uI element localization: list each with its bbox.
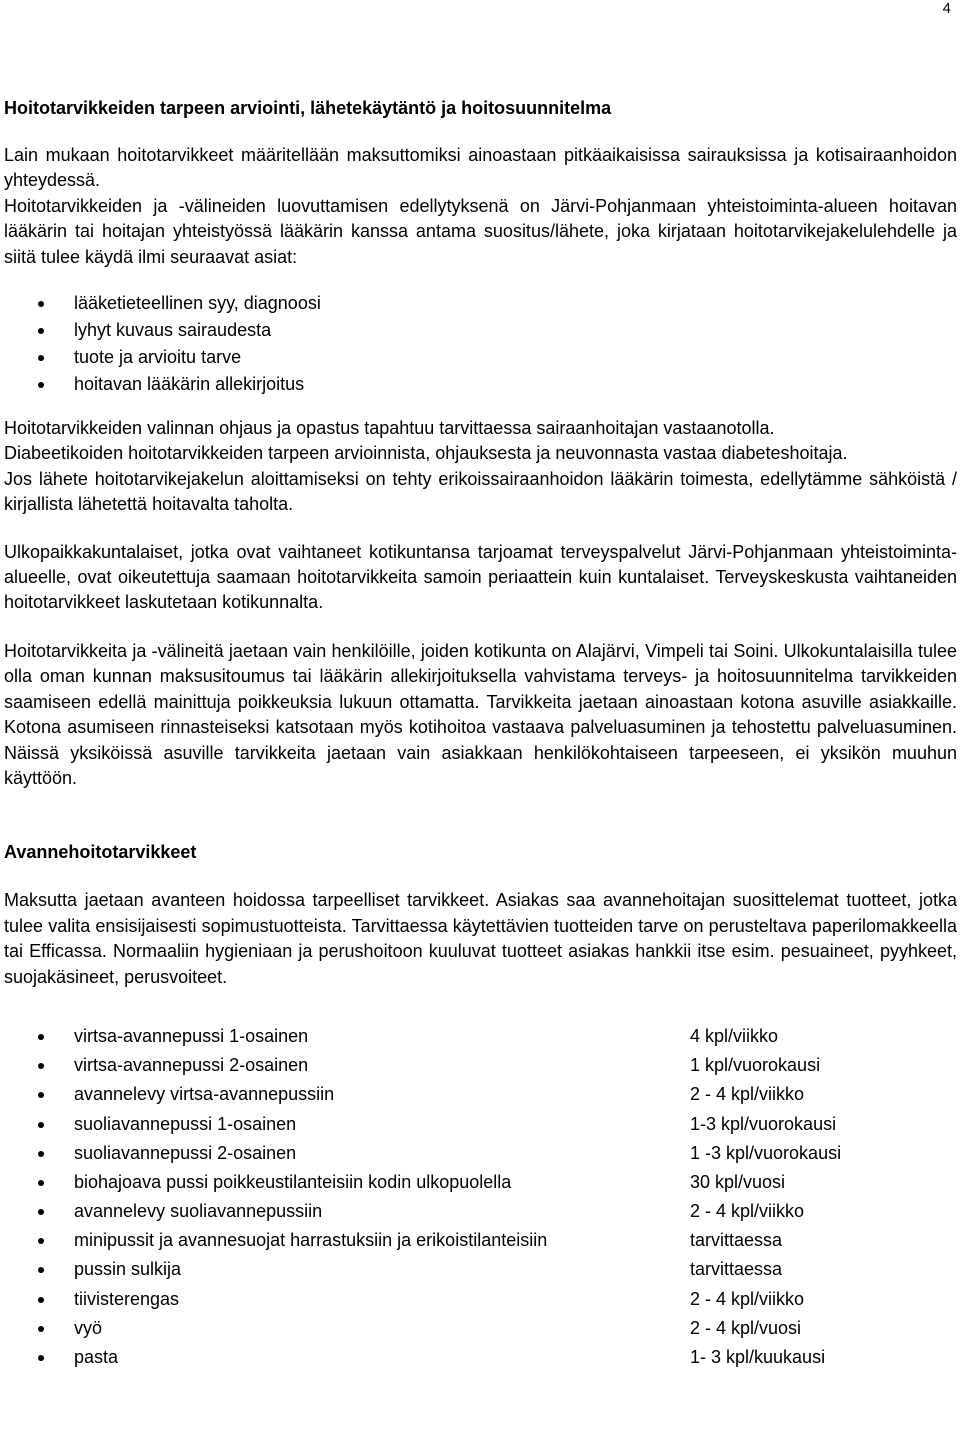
- list-item: [4, 371, 957, 398]
- list-item: [4, 1314, 957, 1343]
- bullet-icon: [38, 1063, 44, 1069]
- list-item-text: lyhyt kuvaus sairaudesta: [74, 320, 272, 341]
- bullet-icon: [38, 1180, 44, 1186]
- supply-item: pussin sulkija: [74, 1259, 182, 1280]
- paragraph-edellytyksena: Hoitotarvikkeiden ja -välineiden luovuttamisen edellytyksenä on Järvi-Pohjanmaan yhteistoiminta-alueen hoitavan lääkärin tai hoitajan yhteistyössä lääkärin kanssa antama suositus/lähete, joka kirjataan hoitotarvikejakelulehdelle ja siitä tulee käydä ilmi seuraavat asiat:: [4, 195, 957, 267]
- supply-quantity: 2 - 4 kpl/viikko: [690, 1288, 805, 1309]
- supply-quantity: 1 kpl/vuorokausi: [690, 1055, 821, 1076]
- list-item: [4, 1080, 957, 1109]
- list-item: [4, 1343, 957, 1372]
- supply-item: pasta: [74, 1347, 119, 1367]
- supply-quantity: 1 -3 kpl/vuorokausi: [690, 1142, 842, 1163]
- bullet-icon: [38, 1151, 44, 1157]
- list-item: [4, 1168, 957, 1197]
- list-item-text: lääketieteellinen syy, diagnoosi: [74, 293, 321, 314]
- supply-quantity: 2 - 4 kpl/viikko: [690, 1201, 805, 1222]
- list-item: [4, 1051, 957, 1080]
- supply-item: suoliavannepussi 2-osainen: [74, 1142, 297, 1163]
- section-heading-arviointi: Hoitotarvikkeiden tarpeen arviointi, lähetekäytäntö ja hoitosuunnitelma: [4, 98, 612, 118]
- bullet-icon: [38, 328, 44, 334]
- supply-item: biohajoava pussi poikkeustilanteisiin kodin ulkopuolella: [74, 1171, 512, 1192]
- document-body: [4, 96, 957, 1372]
- supply-item: tiivisterengas: [74, 1288, 180, 1309]
- list-item: [4, 344, 957, 371]
- referral-requirements-list: [4, 290, 957, 398]
- page-number: 4: [942, 0, 951, 17]
- paragraph-jakelu-ehdot: Hoitotarvikkeita ja -välineitä jaetaan vain henkilöille, joiden kotikunta on Alajärvi, Vimpeli tai Soini. Ulkokuntalaisilla tulee olla oman kunnan maksusitoumus tai lääkärin allekirjoituksella vahvistama terveys- ja hoitosuunnitelma tarvikkeiden saamiseen edellä mainittuja poikkeuksia lukuun ottamatta. Tarvikkeita jaetaan ainoastaan kotona asuville asiakkaille. Kotona asumiseen rinnasteiseksi katsotaan myös kotihoitoa vastaava palveluasuminen ja tehostettu palveluasuminen. Näissä yksiköissä asuville tarvikkeita jaetaan vain asiakkaan henkilökohtaiseen tarpeeseen, ei yksikön muuhun käyttöön.: [4, 640, 957, 788]
- supply-quantity: 1- 3 kpl/kuukausi: [690, 1347, 826, 1367]
- list-item: [4, 1226, 957, 1255]
- bullet-icon: [38, 382, 44, 388]
- supplies-list: [4, 1022, 957, 1372]
- supply-quantity: 2 - 4 kpl/viikko: [690, 1084, 805, 1105]
- bullet-icon: [38, 355, 44, 361]
- paragraph-valinnan-ohjaus: Hoitotarvikkeiden valinnan ohjaus ja opastus tapahtuu tarvittaessa sairaanhoitajan vastaanotolla.: [4, 418, 775, 439]
- supply-item: vyö: [74, 1317, 103, 1338]
- bullet-icon: [38, 1355, 44, 1361]
- list-item: [4, 1022, 957, 1051]
- supply-item: virtsa-avannepussi 1-osainen: [74, 1025, 309, 1046]
- list-item-text: tuote ja arvioitu tarve: [74, 347, 242, 368]
- bullet-icon: [38, 1122, 44, 1128]
- supply-quantity: 2 - 4 kpl/vuosi: [690, 1317, 802, 1338]
- bullet-icon: [38, 1267, 44, 1273]
- bullet-icon: [38, 1238, 44, 1244]
- bullet-icon: [38, 1092, 44, 1098]
- bullet-icon: [38, 1034, 44, 1040]
- supply-quantity: 4 kpl/viikko: [690, 1025, 779, 1046]
- list-item: [4, 1110, 957, 1139]
- supply-item: avannelevy virtsa-avannepussiin: [74, 1084, 335, 1105]
- supply-quantity: 30 kpl/vuosi: [690, 1171, 786, 1192]
- section-heading-avannehoitotarvikkeet: Avannehoitotarvikkeet: [4, 842, 197, 863]
- supply-quantity: tarvittaessa: [690, 1230, 783, 1251]
- paragraph-ulkopaikkakuntalaiset: Ulkopaikkakuntalaiset, jotka ovat vaihtaneet kotikuntansa tarjoamat terveyspalvelut Järvi-Pohjanmaan yhteistoiminta-alueelle, ovat oikeutettuja saamaan hoitotarvikkeita samoin periaattein kuin kuntalaiset. Terveyskeskusta vaihtaneiden hoitotarvikkeet laskutetaan kotikunnalta.: [4, 541, 957, 613]
- paragraph-lain-mukaan: Lain mukaan hoitotarvikkeet määritellään maksuttomiksi ainoastaan pitkäaikaisissa sairauksissa ja kotisairaanhoidon yhteydessä.: [4, 145, 957, 191]
- supply-item: avannelevy suoliavannepussiin: [74, 1201, 323, 1222]
- list-item-text: hoitavan lääkärin allekirjoitus: [74, 374, 305, 395]
- supply-item: virtsa-avannepussi 2-osainen: [74, 1055, 309, 1076]
- list-item: [4, 290, 957, 317]
- list-item: [4, 1255, 957, 1284]
- bullet-icon: [38, 301, 44, 307]
- paragraph-diabeetikot: Diabeetikoiden hoitotarvikkeiden tarpeen arvioinnista, ohjauksesta ja neuvonnasta vastaa diabeteshoitaja.: [4, 443, 848, 464]
- paragraph-lahete: Jos lähete hoitotarvikejakelun aloittamiseksi on tehty erikoissairaanhoidon lääkärin toimesta, edellytämme sähköistä / kirjallista lähetettä hoitavalta taholta.: [4, 468, 957, 515]
- paragraph-maksutta: Maksutta jaetaan avanteen hoidossa tarpeelliset tarvikkeet. Asiakas saa avannehoitajan suosittelemat tuotteet, jotka tulee valita ensisijaisesti sopimustuotteista. Tarvittaessa käytettävien tuotteiden tarve on perusteltava paperilomakkeella tai Efficassa. Normaaliin hygieniaan ja perushoitoon kuuluvat tuotteet asiakas hankkii itse esim. pesuaineet, pyyhkeet, suojakäsineet, perusvoiteet.: [4, 890, 957, 987]
- bullet-icon: [38, 1326, 44, 1332]
- supply-item: suoliavannepussi 1-osainen: [74, 1113, 297, 1134]
- supply-quantity: tarvittaessa: [690, 1259, 783, 1280]
- bullet-icon: [38, 1297, 44, 1303]
- supply-item: minipussit ja avannesuojat harrastuksiin ja erikoistilanteisiin: [74, 1230, 548, 1251]
- list-item: [4, 1285, 957, 1314]
- bullet-icon: [38, 1209, 44, 1215]
- list-item: [4, 317, 957, 344]
- supply-quantity: 1-3 kpl/vuorokausi: [690, 1113, 837, 1134]
- list-item: [4, 1139, 957, 1168]
- list-item: [4, 1197, 957, 1226]
